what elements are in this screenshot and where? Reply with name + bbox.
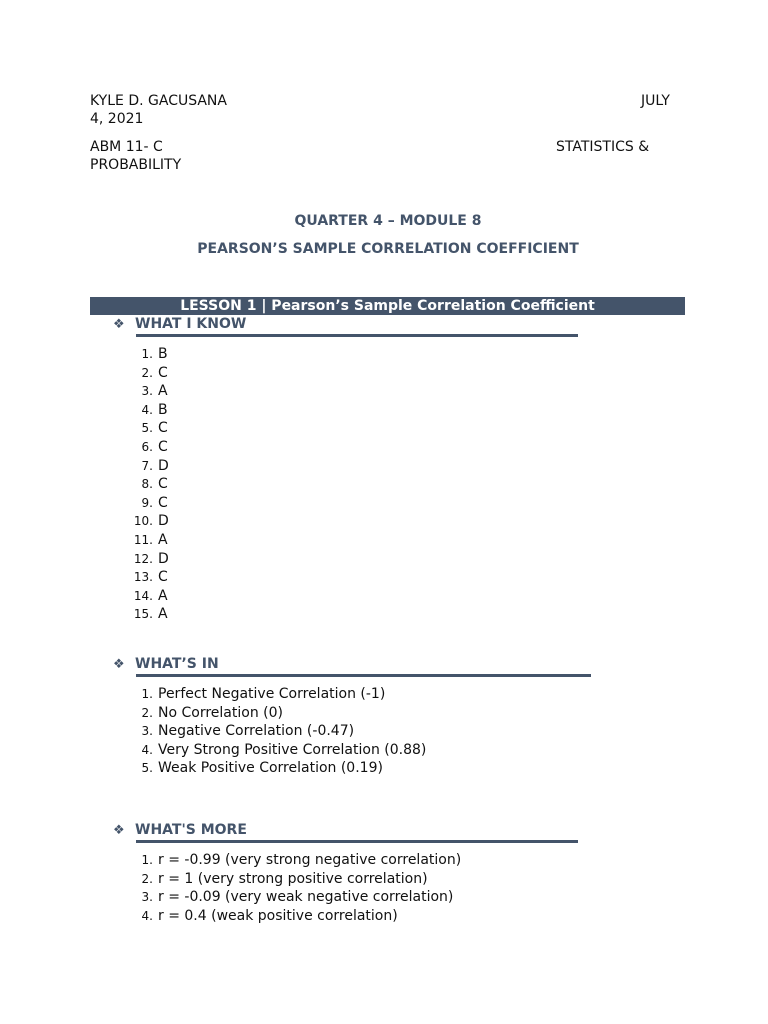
answer-list [113,851,578,925]
list-item: 13. C [133,569,168,586]
diamond-bullet-icon: ❖ [113,823,125,838]
list-item: 10. D [133,513,169,530]
list-item: 3. r = -0.09 (very weak negative correlation) [141,889,454,906]
answer-list [113,685,591,778]
subject-line-2: PROBABILITY [90,157,182,173]
answer-list [113,345,578,624]
section-underline [136,674,591,677]
list-item: 3. Negative Correlation (-0.47) [141,723,355,740]
section-heading: WHAT'S MORE [135,822,247,838]
class-section: ABM 11- C [90,139,163,155]
list-item: 2. C [141,364,168,381]
list-item: 4. B [141,401,168,418]
header-name-date [90,92,690,128]
list-item: 15. A [133,606,168,623]
section-heading: WHAT I KNOW [135,316,247,332]
module-title: QUARTER 4 – MODULE 8 [294,213,482,229]
diamond-bullet-icon: ❖ [113,317,125,332]
list-item: 4. Very Strong Positive Correlation (0.88) [141,741,427,758]
list-item: 6. C [141,438,168,455]
list-item: 8. C [141,476,168,493]
list-item: 5. Weak Positive Correlation (0.19) [141,760,383,777]
date-line-2: 4, 2021 [90,111,144,127]
list-item: 3. A [141,383,168,400]
list-item: 7. D [141,457,169,474]
lesson-banner: LESSON 1 | Pearson’s Sample Correlation Coefficient [90,297,685,315]
section-underline [136,334,578,337]
section-underline [136,840,578,843]
subject-line-1: STATISTICS & [556,139,650,155]
list-item: 9. C [141,494,168,511]
section-whats-more [113,822,578,925]
section-whats-in [113,656,591,778]
list-item: 5. C [141,420,168,437]
list-item: 1. r = -0.99 (very strong negative correlation) [141,852,462,868]
date-line-1: JULY [641,93,670,109]
section-what-i-know [113,316,578,624]
list-item: 14. A [133,587,168,604]
list-item: 12. D [133,550,169,567]
list-item: 1. B [141,346,168,362]
topic-title: PEARSON’S SAMPLE CORRELATION COEFFICIENT [197,241,579,257]
list-item: 1. Perfect Negative Correlation (-1) [141,686,386,702]
list-item: 11. A [133,531,168,548]
list-item: 2. r = 1 (very strong positive correlation) [141,870,428,887]
diamond-bullet-icon: ❖ [113,657,125,672]
list-item: 4. r = 0.4 (weak positive correlation) [141,907,398,924]
list-item: 2. No Correlation (0) [141,704,283,721]
header-section-subject [90,138,690,174]
student-name: KYLE D. GACUSANA [90,93,227,109]
section-heading: WHAT’S IN [135,656,219,672]
